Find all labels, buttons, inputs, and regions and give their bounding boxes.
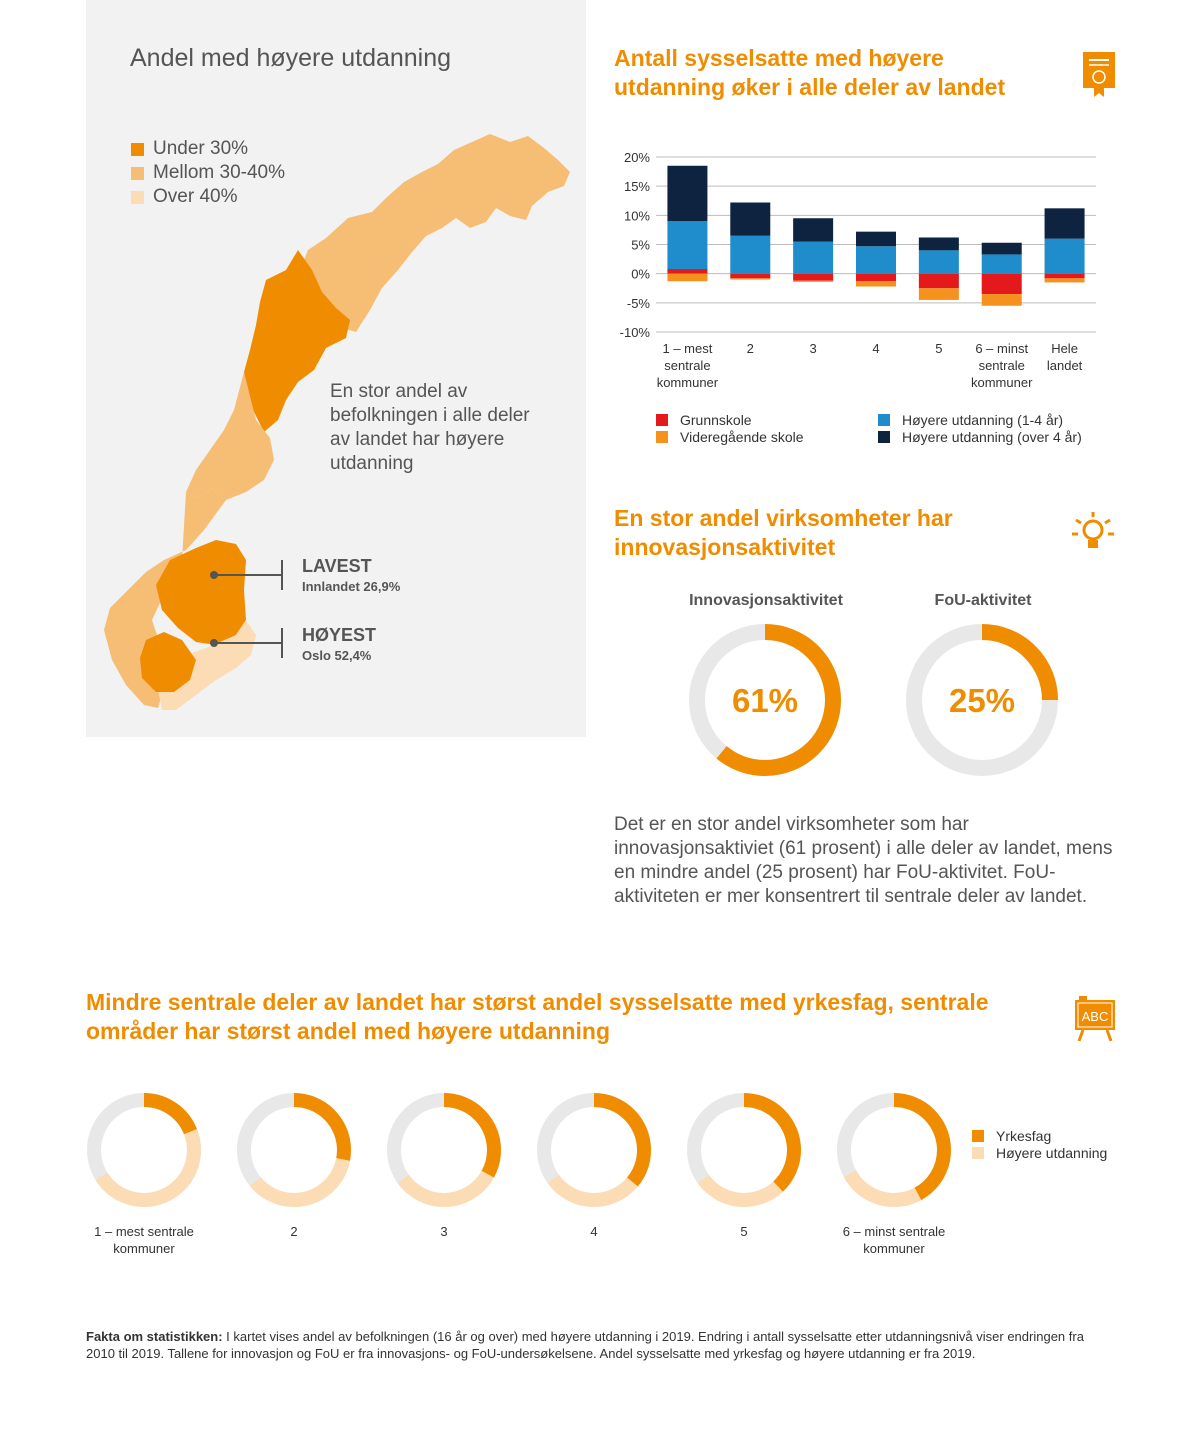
y-tick-label: 15% [623,179,650,195]
x-tick-label: kommuner [971,375,1033,390]
bar-segment [919,274,959,289]
donut-category-label [519,1223,669,1240]
abc-board-icon-top [1079,996,1087,1000]
lightbulb-icon-ray [1076,520,1081,523]
donut-label-fou: FoU-aktivitet [934,592,1032,609]
donut-category-label [219,1223,369,1240]
x-tick-label: 1 – mest [662,341,713,356]
section1-title-line2: utdanning øker i alle deler av landet [614,74,1006,100]
y-tick-label: -5% [626,295,650,311]
bar-segment [793,274,833,281]
bar-segment [982,294,1022,306]
legend-item-yrkesfag [972,1127,1107,1144]
bar-segment [793,242,833,274]
bar-segment [730,278,770,279]
legend-label: Høyere utdanning (1-4 år) [902,411,1064,428]
x-tick-label: Hele [1051,341,1078,356]
bar-segment [1045,278,1085,282]
callout-lowest-head: LAVEST [302,556,372,576]
section3-title-line1: Mindre sentrale deler av landet har størst andel sysselsatte med yrkesfag, sentrale [86,989,989,1015]
bar-segment [982,254,1022,273]
x-tick-label: kommuner [656,375,719,390]
legend-label: Grunnskole [680,411,752,428]
x-tick-label: 2 [746,341,754,356]
lightbulb-icon-ray [1105,520,1110,523]
y-tick-label: -10% [619,325,650,340]
legend-label: Mellom 30-40% [153,162,285,183]
innovation-donuts [680,615,1080,785]
bar-segment [856,246,896,273]
bar-segment [667,221,707,269]
y-tick-label: 20% [623,150,650,165]
bar-segment [730,203,770,236]
donut-category-label-line: 6 – minst sentrale [842,1224,946,1239]
section3-title-line2: områder har størst andel med høyere utdanning [86,1018,610,1044]
x-tick-label: 3 [809,341,817,356]
bar-segment [856,232,896,247]
bar-segment [1045,239,1085,274]
section2-paragraph: Det er en stor andel virksomheter som har innovasjonsaktiviet (61 prosent) i alle deler av landet, mens en mindre andel (25 prosent) har FoU-aktivitet. FoU-aktiviteten er mer konsentrert til sentrale deler av landet. [614,814,1113,907]
donut-category-label [819,1223,969,1257]
section2-title [614,504,1054,562]
bar-segment [793,218,833,241]
bar-legend-item-hoyere-1-4 [878,411,1082,428]
y-tick-label: 5% [631,237,650,253]
donut-category-label-line: 3 [440,1224,448,1239]
bar-segment [730,236,770,274]
bar-legend-left [656,411,804,445]
footer-facts [86,1328,1116,1362]
footer-text: I kartet vises andel av befolkningen (16 år og over) med høyere utdanning i 2019. Endring i antall sysselsatte etter utdanningsnivå viser endringen fra 2010 til 2019. Tallene for innovasjon og FoU er fra innovasjons- og FoU-undersøkelsene. Andel sysselsatte med yrkesfag og høyere utdanning er fra 2019. [86,1329,1084,1361]
donut-value: 61% [731,682,799,719]
abc-board-icon-leg [1079,1030,1083,1041]
lightbulb-icon [1068,508,1118,558]
lightbulb-icon-bulb [1084,521,1102,539]
y-tick-label: 10% [623,208,650,224]
legend-label: Yrkesfag [996,1127,1052,1144]
bar-segment [856,281,896,286]
small-donut-legend-list [972,1127,1107,1161]
abc-board-icon-letters: ABC [1081,1009,1109,1024]
x-tick-label: 4 [872,341,880,356]
bar-segment [919,250,959,273]
legend-swatch [656,414,668,426]
x-tick-label: sentrale [664,358,711,373]
x-tick-label: sentrale [978,358,1025,373]
diploma-icon [1080,50,1118,98]
x-tick-label: 5 [935,341,943,356]
section2-title-line1: En stor andel virksomheter har [614,505,953,531]
bar-segment [1045,208,1085,238]
bar-segment [1045,274,1085,279]
lightbulb-icon-base [1088,540,1098,548]
legend-label: Under 30% [153,138,249,159]
legend-label: Videregående skole [680,428,804,445]
donut-label-innovation: Innovasjonsaktivitet [689,592,843,609]
legend-swatch [656,431,668,443]
bar-segment [982,274,1022,294]
bar-segment [667,269,707,274]
donut-category-label [669,1223,819,1240]
bar-legend-item-hoyere-over-4 [878,428,1082,445]
bar-legend-right [878,411,1082,445]
callout-dot-highest [210,639,218,647]
map-description: En stor andel av befolkningen i alle deler av landet har høyere utdanning [330,381,530,474]
bar-legend-item-grunnskole [656,411,804,428]
x-tick-label: 6 – minst [975,341,1029,356]
section3-title [86,988,1066,1046]
small-donut-legend [972,1127,1107,1161]
diploma-icon-ribbon [1094,88,1104,97]
legend-swatch [972,1147,984,1159]
map-region-north [296,134,570,332]
legend-swatch [972,1130,984,1142]
map-region-innlandet [156,540,246,645]
bar-segment [919,288,959,300]
donut-category-label-line: 1 – mest sentrale [94,1224,194,1239]
legend-swatch [878,431,890,443]
donut-category-label-line: kommuner [113,1241,175,1256]
education-donuts [80,1085,970,1215]
map-title: Andel med høyere utdanning [130,44,452,72]
donut-category-label [369,1223,519,1240]
legend-label: Høyere utdanning (over 4 år) [902,428,1082,445]
section1-title-line1: Antall sysselsatte med høyere [614,45,944,71]
y-tick-label: 0% [631,266,650,282]
callout-dot-lowest [210,571,218,579]
donut-category-label-line: 2 [290,1224,298,1239]
bar-segment [919,238,959,251]
callout-highest-head: HØYEST [302,625,377,645]
legend-label: Over 40% [153,186,238,207]
legend-swatch [878,414,890,426]
callout-lowest-sub: Innlandet 26,9% [302,579,401,594]
callout-highest [302,625,376,663]
bar-segment [793,281,833,282]
x-tick-label: landet [1046,358,1083,373]
bar-segment [667,274,707,282]
legend-item-hoyere [972,1144,1107,1161]
section1-title [614,44,1094,102]
donut-category-label-line: kommuner [863,1241,925,1256]
bar-segment [667,166,707,221]
donut-category-label-line: 4 [590,1224,598,1239]
footer-label: Fakta om statistikken: [86,1329,223,1344]
bar-segment [730,274,770,279]
abc-board-icon-leg [1107,1030,1111,1041]
section2-title-line2: innovasjonsaktivitet [614,534,836,560]
bar-segment [982,243,1022,255]
donut-category-label [69,1223,219,1257]
legend-label: Høyere utdanning [996,1144,1108,1161]
callout-lowest [302,556,400,594]
callout-highest-sub: Oslo 52,4% [302,648,372,663]
bar-legend-item-vgs [656,428,804,445]
donut-value: 25% [948,682,1016,719]
bar-chart [610,145,1120,395]
donut-category-label-line: 5 [740,1224,748,1239]
abc-board-icon [1073,996,1117,1042]
bar-segment [856,274,896,282]
